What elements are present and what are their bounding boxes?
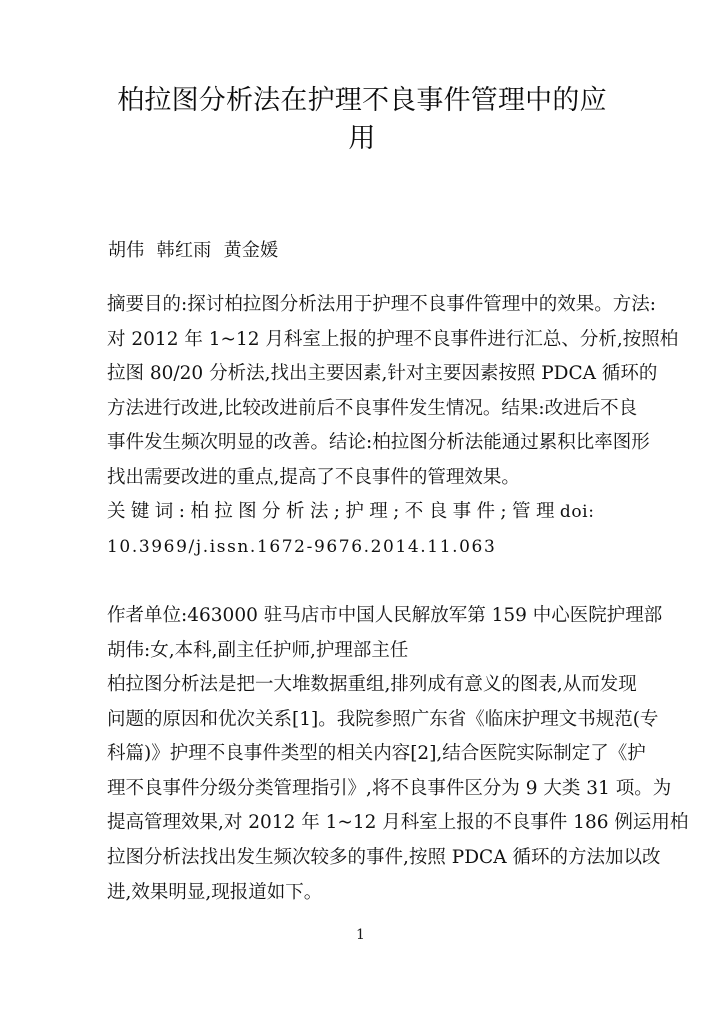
page-number: 1 bbox=[356, 927, 365, 943]
author-list: 胡伟 韩红雨 黄金媛 bbox=[108, 240, 279, 261]
abstract-line: 对 2012 年 1~12 月科室上报的护理不良事件进行汇总、分析,按照柏 bbox=[107, 328, 679, 350]
body-line: 理不良事件分级分类管理指引》,将不良事件区分为 9 大类 31 项。为 bbox=[107, 777, 672, 799]
doi-label: doi: bbox=[559, 502, 595, 522]
page-title: 柏拉图分析法在护理不良事件管理中的应用 bbox=[117, 85, 607, 154]
body-line: 科篇)》护理不良事件类型的相关内容[2],结合医院实际制定了《护 bbox=[107, 743, 646, 765]
abstract-line: 摘要目的:探讨柏拉图分析法用于护理不良事件管理中的效果。方法: bbox=[107, 294, 656, 315]
affiliation-line: 胡伟:女,本科,副主任护师,护理部主任 bbox=[107, 639, 409, 661]
doi-value: 10.3969/j.issn.1672-9676.2014.11.063 bbox=[107, 536, 497, 557]
affiliation-section bbox=[107, 599, 663, 668]
abstract-line: 方法进行改进,比较改进前后不良事件发生情况。结果:改进后不良 bbox=[107, 397, 638, 419]
keywords-label: 关键词 bbox=[107, 501, 179, 522]
body-line: 进,效果明显,现报道如下。 bbox=[107, 881, 323, 903]
abstract-line: 找出需要改进的重点,提高了不良事件的管理效果。 bbox=[107, 466, 520, 488]
body-line: 柏拉图分析法是把一大堆数据重组,排列成有意义的图表,从而发现 bbox=[107, 674, 637, 695]
abstract-line: 拉图 80/20 分析法,找出主要因素,针对主要因素按照 PDCA 循环的 bbox=[107, 363, 658, 385]
keywords-section bbox=[107, 495, 619, 564]
body-line: 问题的原因和优次关系[1]。我院参照广东省《临床护理文书规范(专 bbox=[107, 708, 659, 730]
keywords-separator: : bbox=[178, 501, 191, 522]
affiliation-line: 作者单位:463000 驻马店市中国人民解放军第 159 中心医院护理部 bbox=[107, 605, 663, 626]
body-line: 拉图分析法找出发生频次较多的事件,按照 PDCA 循环的方法加以改 bbox=[107, 846, 661, 868]
body-line: 提高管理效果,对 2012 年 1~12 月科室上报的不良事件 186 例运用柏 bbox=[107, 812, 689, 834]
abstract-line: 事件发生频次明显的改善。结论:柏拉图分析法能通过累积比率图形 bbox=[107, 432, 650, 454]
body-section bbox=[107, 668, 689, 910]
abstract-section bbox=[107, 288, 679, 496]
keywords-text: 柏拉图分析法;护理;不良事件;管理 bbox=[190, 501, 560, 522]
keywords-line bbox=[107, 495, 619, 530]
